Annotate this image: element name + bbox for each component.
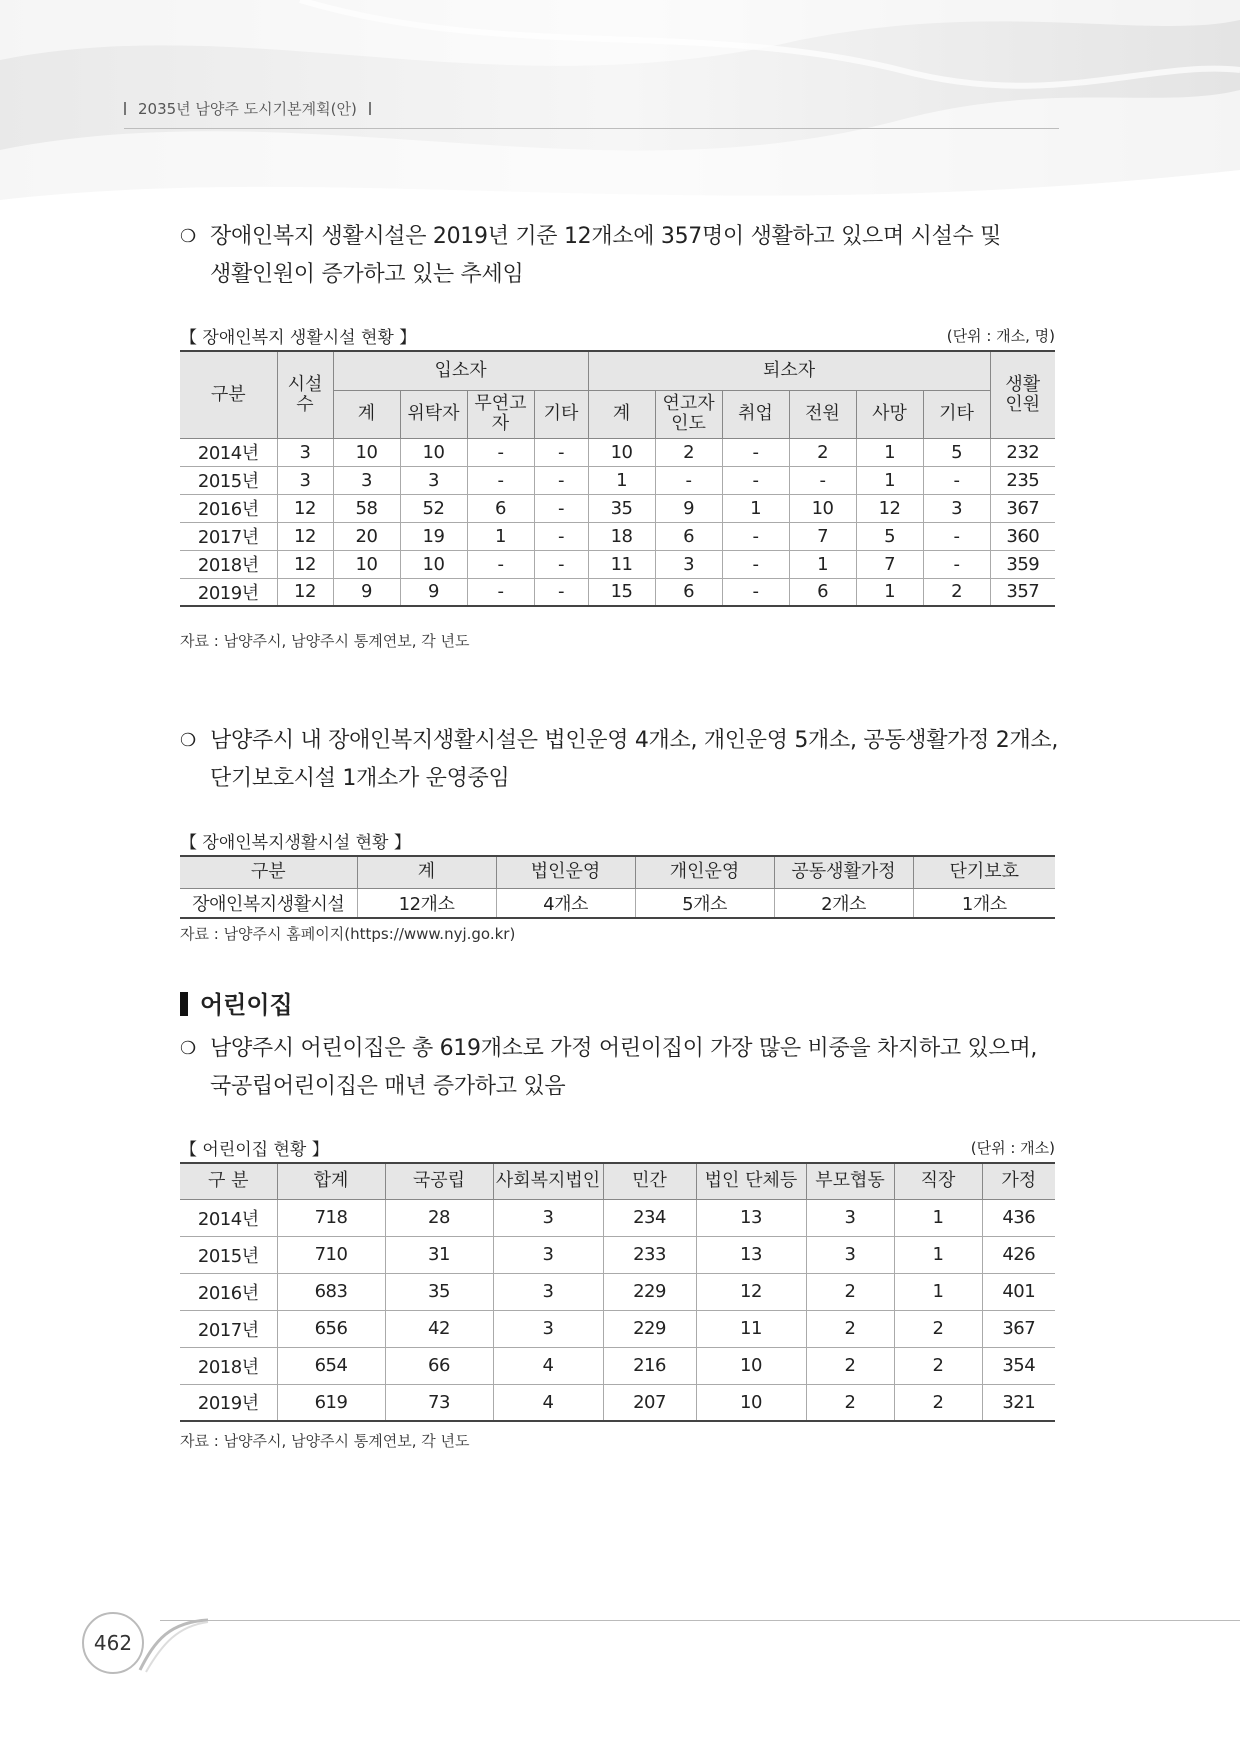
table-cell: 2017년 [180,522,277,550]
header-bar-left [124,102,126,115]
header-bar-right [369,102,371,115]
section-title: 어린이집 [200,991,293,1019]
table-cell: 12 [277,494,333,522]
table-cell: 2 [806,1310,894,1347]
table-row [180,888,1055,918]
paragraph-line: 장애인복지 생활시설은 2019년 기준 12개소에 357명이 생활하고 있으며 시설수 및 [210,224,1002,249]
table-cell: 12개소 [357,888,496,918]
table-cell: - [467,550,534,578]
table-cell: 3 [655,550,722,578]
table-cell: 2016년 [180,494,277,522]
table-cell: - [722,438,789,466]
table-header-cell: 계 [357,856,496,888]
table-cell: 4 [493,1384,603,1421]
table-header-cell: 민간 [603,1163,696,1199]
table-cell: 367 [982,1310,1055,1347]
table-cell: 235 [990,466,1055,494]
paragraph-line: 국공립어린이집은 매년 증가하고 있음 [210,1074,566,1099]
table-cell: 3 [493,1199,603,1236]
table-cell: 9 [333,578,400,606]
bullet-icon: ❍ [180,226,197,247]
table-cell: 7 [789,522,856,550]
table-cell: 6 [467,494,534,522]
table-cell: 6 [789,578,856,606]
table-cell: 1 [894,1199,982,1236]
table-cell: 11 [588,550,655,578]
table-cell: 2 [894,1384,982,1421]
table-cell: 656 [277,1310,385,1347]
table-facility-operation [180,855,1055,919]
table-cell: 710 [277,1236,385,1273]
table-cell: 2016년 [180,1273,277,1310]
table-cell: - [534,466,588,494]
table-cell: 10 [333,550,400,578]
table-cell: 5 [856,522,923,550]
header-discharge-col: 전원 [789,390,856,438]
table-cell: - [722,550,789,578]
table-cell: 229 [603,1273,696,1310]
table-cell: 10 [696,1347,806,1384]
table-cell: 1 [894,1273,982,1310]
table3-caption-row [180,1135,1055,1159]
table-cell: 9 [400,578,467,606]
table-cell: 58 [333,494,400,522]
table-cell: 3 [923,494,990,522]
table1-caption-row [180,323,1055,347]
table-cell: 233 [603,1236,696,1273]
footer-line [160,1620,1240,1621]
table-cell: 2 [655,438,722,466]
table-cell: 12 [277,578,333,606]
header-discharge-col: 연고자 인도 [655,390,722,438]
section-square-icon [180,992,188,1016]
table-cell: 2 [894,1310,982,1347]
paragraph-line: 단기보호시설 1개소가 운영중임 [210,766,510,791]
table-cell: 장애인복지생활시설 [180,888,357,918]
table-cell: 4 [493,1347,603,1384]
header-discharge-col: 계 [588,390,655,438]
table-cell: 66 [385,1347,493,1384]
header-admission-col: 위탁자 [400,390,467,438]
table-cell: 216 [603,1347,696,1384]
table-header-cell: 구 분 [180,1163,277,1199]
table-cell: 234 [603,1199,696,1236]
table-cell: 436 [982,1199,1055,1236]
table-cell: 207 [603,1384,696,1421]
table-cell: 3 [400,466,467,494]
table-cell: 73 [385,1384,493,1421]
table-row [180,550,1055,578]
table-row [180,466,1055,494]
table-cell: 2018년 [180,1347,277,1384]
table-cell: 28 [385,1199,493,1236]
table-cell: 232 [990,438,1055,466]
table-cell: 11 [696,1310,806,1347]
table-cell: 1 [789,550,856,578]
table-cell: - [722,522,789,550]
table-cell: 35 [588,494,655,522]
table-cell: 35 [385,1273,493,1310]
table-cell: 1 [588,466,655,494]
table-cell: 2018년 [180,550,277,578]
table-cell: 3 [493,1310,603,1347]
table-cell: - [534,550,588,578]
table-cell: 2014년 [180,1199,277,1236]
header-admission-col: 기타 [534,390,588,438]
table-cell: 3 [806,1199,894,1236]
table-cell: 2 [806,1273,894,1310]
table-cell: 1 [722,494,789,522]
header-facility-count: 시설 수 [277,351,333,438]
table-cell: 3 [493,1273,603,1310]
table-cell: 2015년 [180,466,277,494]
table-cell: 12 [856,494,923,522]
table-cell: 20 [333,522,400,550]
table-cell: - [923,550,990,578]
table-cell: - [722,578,789,606]
table-cell: 2017년 [180,1310,277,1347]
table-cell: 2 [806,1384,894,1421]
table-header-cell: 국공립 [385,1163,493,1199]
table1-caption: 【 장애인복지 생활시설 현황 】 [180,328,417,348]
table-cell: 4개소 [496,888,635,918]
table-cell: 10 [333,438,400,466]
table-cell: 13 [696,1236,806,1273]
table-cell: 19 [400,522,467,550]
table-daycare [180,1162,1055,1422]
page-header [124,96,1059,129]
page-number: 462 [82,1612,144,1674]
paragraph-daycare [180,1030,1060,1106]
table-cell: 1개소 [913,888,1055,918]
table-cell: 354 [982,1347,1055,1384]
table-row [180,578,1055,606]
table-cell: 2 [789,438,856,466]
table-cell: 3 [277,466,333,494]
table-cell: - [467,466,534,494]
table-cell: 12 [696,1273,806,1310]
table-cell: - [467,438,534,466]
header-gubun: 구분 [180,351,277,438]
table-header-cell: 법인 단체등 [696,1163,806,1199]
paragraph-line: 생활인원이 증가하고 있는 추세임 [210,262,524,287]
table-cell: 367 [990,494,1055,522]
header-admission: 입소자 [333,351,588,390]
table-cell: 654 [277,1347,385,1384]
table-cell: 31 [385,1236,493,1273]
header-discharge: 퇴소자 [588,351,990,390]
table-cell: 718 [277,1199,385,1236]
table-header-cell: 구분 [180,856,357,888]
table-row [180,1347,1055,1384]
table-cell: 9 [655,494,722,522]
table-cell: 7 [856,550,923,578]
table-cell: 3 [333,466,400,494]
table-row [180,522,1055,550]
table-cell: 2 [923,578,990,606]
table-header-cell: 합계 [277,1163,385,1199]
table-row [180,1273,1055,1310]
paragraph-disabled-facilities [180,218,1060,294]
table-cell: 10 [789,494,856,522]
table-row [180,494,1055,522]
table-row [180,438,1055,466]
paragraph-line: 남양주시 어린이집은 총 619개소로 가정 어린이집이 가장 많은 비중을 차지하고 있으며, [210,1036,1038,1061]
table-cell: 42 [385,1310,493,1347]
table-disabled-facilities [180,350,1055,607]
table-header-cell: 직장 [894,1163,982,1199]
table3-unit: (단위 : 개소) [970,1139,1055,1157]
table-cell: - [789,466,856,494]
table-row [180,1236,1055,1273]
table-row [180,1384,1055,1421]
paragraph-facility-operation [180,722,1060,798]
table-cell: - [722,466,789,494]
table-cell: 1 [856,466,923,494]
table-cell: 357 [990,578,1055,606]
table-cell: 2014년 [180,438,277,466]
table3-caption: 【 어린이집 현황 】 [180,1140,329,1160]
table-cell: 3 [493,1236,603,1273]
table-cell: 10 [696,1384,806,1421]
table2-source: 자료 : 남양주시 홈페이지(https://www.nyj.go.kr) [180,925,516,943]
table-cell: 1 [894,1236,982,1273]
table-cell: 10 [400,438,467,466]
table-cell: 2개소 [774,888,913,918]
table-cell: 15 [588,578,655,606]
table-cell: - [534,438,588,466]
table-cell: - [923,466,990,494]
table-cell: - [534,578,588,606]
table-cell: 6 [655,578,722,606]
header-discharge-col: 기타 [923,390,990,438]
table1-source: 자료 : 남양주시, 남양주시 통계연보, 각 년도 [180,632,470,650]
table-cell: 401 [982,1273,1055,1310]
header-discharge-col: 사망 [856,390,923,438]
header-title: 2035년 남양주 도시기본계획(안) [138,100,357,118]
table-cell: 1 [856,578,923,606]
bullet-icon: ❍ [180,1038,197,1059]
table-cell: 5개소 [635,888,774,918]
table-row [180,1199,1055,1236]
table-cell: 2 [806,1347,894,1384]
table-cell: - [534,494,588,522]
table-header-cell: 개인운영 [635,856,774,888]
table-cell: 5 [923,438,990,466]
table1-unit: (단위 : 개소, 명) [946,327,1055,345]
header-admission-col: 무연고자 [467,390,534,438]
table-cell: 12 [277,550,333,578]
table-cell: 321 [982,1384,1055,1421]
table-cell: 52 [400,494,467,522]
table-header-cell: 가정 [982,1163,1055,1199]
table-cell: 2019년 [180,578,277,606]
table-cell: 683 [277,1273,385,1310]
header-discharge-col: 취업 [722,390,789,438]
header-residents: 생활 인원 [990,351,1055,438]
table2-caption-row [180,828,1055,852]
table-cell: 18 [588,522,655,550]
table-cell: 6 [655,522,722,550]
table-row [180,1310,1055,1347]
table-cell: 229 [603,1310,696,1347]
table-cell: - [467,578,534,606]
table-cell: - [534,522,588,550]
table-cell: 1 [856,438,923,466]
table-cell: 3 [277,438,333,466]
table-cell: 360 [990,522,1055,550]
table-header-cell: 법인운영 [496,856,635,888]
section-heading [180,985,293,1020]
table3-source: 자료 : 남양주시, 남양주시 통계연보, 각 년도 [180,1432,470,1450]
table-cell: - [923,522,990,550]
table-cell: 2015년 [180,1236,277,1273]
table-cell: 2019년 [180,1384,277,1421]
paragraph-line: 남양주시 내 장애인복지생활시설은 법인운영 4개소, 개인운영 5개소, 공동생활가정 2개소, [210,728,1059,753]
table-cell: 10 [588,438,655,466]
table2-caption: 【 장애인복지생활시설 현황 】 [180,833,411,853]
table-header-cell: 사회복지법인 [493,1163,603,1199]
table-cell: 3 [806,1236,894,1273]
bullet-icon: ❍ [180,730,197,751]
table-cell: 12 [277,522,333,550]
table-cell: 13 [696,1199,806,1236]
table-cell: 426 [982,1236,1055,1273]
header-admission-col: 계 [333,390,400,438]
table-header-cell: 단기보호 [913,856,1055,888]
table-cell: 10 [400,550,467,578]
table-cell: 619 [277,1384,385,1421]
table-cell: - [655,466,722,494]
table-header-cell: 공동생활가정 [774,856,913,888]
table-cell: 1 [467,522,534,550]
table-cell: 2 [894,1347,982,1384]
table-header-cell: 부모협동 [806,1163,894,1199]
table-cell: 359 [990,550,1055,578]
